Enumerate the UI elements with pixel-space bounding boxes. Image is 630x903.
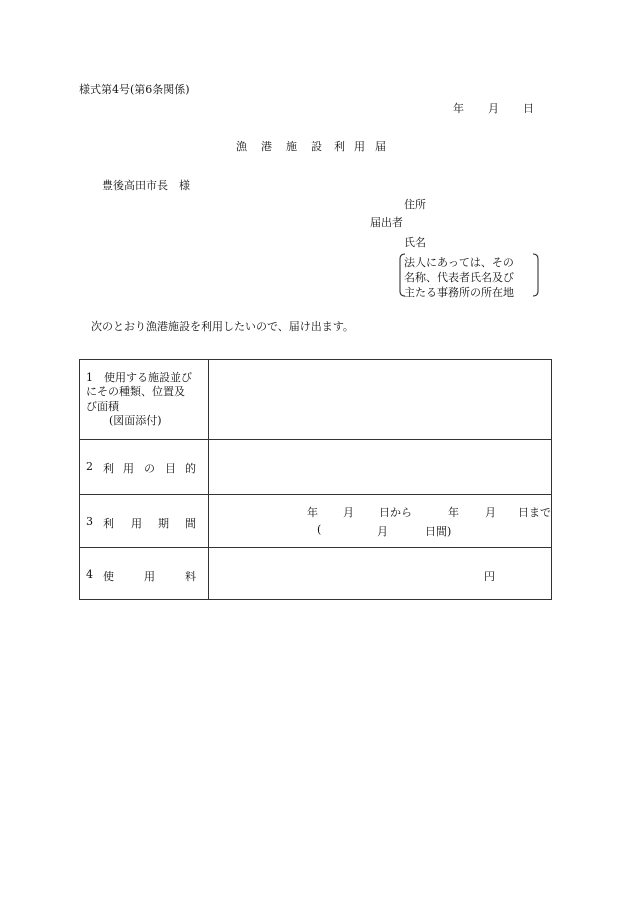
period-text: (: [317, 523, 322, 536]
intro-text: 次のとおり漁港施設を利用したいので、届け出ます。: [91, 320, 354, 333]
period-text: 日間): [425, 525, 452, 538]
table-row: [80, 495, 552, 548]
title-char: 漁: [236, 140, 247, 153]
label-char: 2: [86, 460, 93, 473]
label-char: 目: [165, 462, 176, 475]
application-table: [79, 359, 552, 600]
label-char: 利: [103, 517, 114, 530]
title-char: 届: [375, 140, 386, 153]
title-char: 設: [311, 140, 322, 153]
name-label: 氏名: [404, 236, 426, 249]
label-char: 用: [144, 570, 155, 583]
label-char: 的: [185, 462, 196, 475]
facility-label-cell: [80, 360, 209, 440]
applicant-label: 届出者: [370, 216, 403, 229]
purpose-label-cell: [80, 440, 209, 495]
period-text: 月: [485, 506, 496, 519]
label-char: の: [144, 462, 155, 475]
period-label-cell: [80, 495, 209, 548]
period-text: 月: [377, 525, 388, 538]
corporate-note-text: [404, 255, 514, 300]
date-year-label: 年: [453, 102, 464, 115]
date-month-label: 月: [488, 102, 499, 115]
period-text: 年: [307, 506, 318, 519]
date-day-label: 日: [523, 102, 534, 115]
label-line: (図面添付): [98, 414, 162, 427]
label-line: 1 使用する施設並び: [86, 370, 192, 384]
label-line: び面積: [86, 399, 119, 413]
table-row: [80, 440, 552, 495]
title-char: 利: [334, 140, 345, 153]
label-char: 4: [86, 568, 93, 581]
label-char: 用: [123, 462, 134, 475]
corporate-note-line: 法人にあっては、その: [404, 256, 514, 269]
corporate-note-line: 名称、代表者氏名及び: [404, 271, 514, 284]
fee-unit: 円: [484, 570, 495, 583]
period-text: 日から: [379, 506, 412, 519]
form-number: 様式第4号(第6条関係): [79, 83, 190, 96]
label-char: 期: [158, 517, 169, 530]
title-char: 用: [354, 140, 365, 153]
label-char: 使: [103, 570, 114, 583]
table-row: [80, 360, 552, 440]
label-line: にその種類、位置及: [86, 385, 185, 398]
fee-label-cell: [80, 548, 209, 600]
label-char: 料: [185, 570, 196, 583]
period-text: 月: [343, 506, 354, 519]
period-text: 日まで: [518, 506, 551, 519]
addressee: 豊後高田市長 様: [102, 179, 190, 192]
table-row: [80, 548, 552, 600]
facility-value-cell[interactable]: [209, 360, 552, 440]
corporate-note: [399, 253, 539, 297]
purpose-value-cell[interactable]: [209, 440, 552, 495]
label-char: 用: [131, 517, 142, 530]
title-char: 港: [261, 140, 272, 153]
corporate-note-line: 主たる事務所の所在地: [404, 286, 514, 299]
label-char: 間: [185, 517, 196, 530]
label-char: 3: [86, 515, 93, 528]
period-text: 年: [448, 506, 459, 519]
label-char: 利: [103, 462, 114, 475]
title-char: 施: [286, 140, 297, 153]
period-value-cell[interactable]: [209, 495, 552, 548]
fee-value-cell[interactable]: [209, 548, 552, 600]
address-label: 住所: [404, 198, 426, 211]
